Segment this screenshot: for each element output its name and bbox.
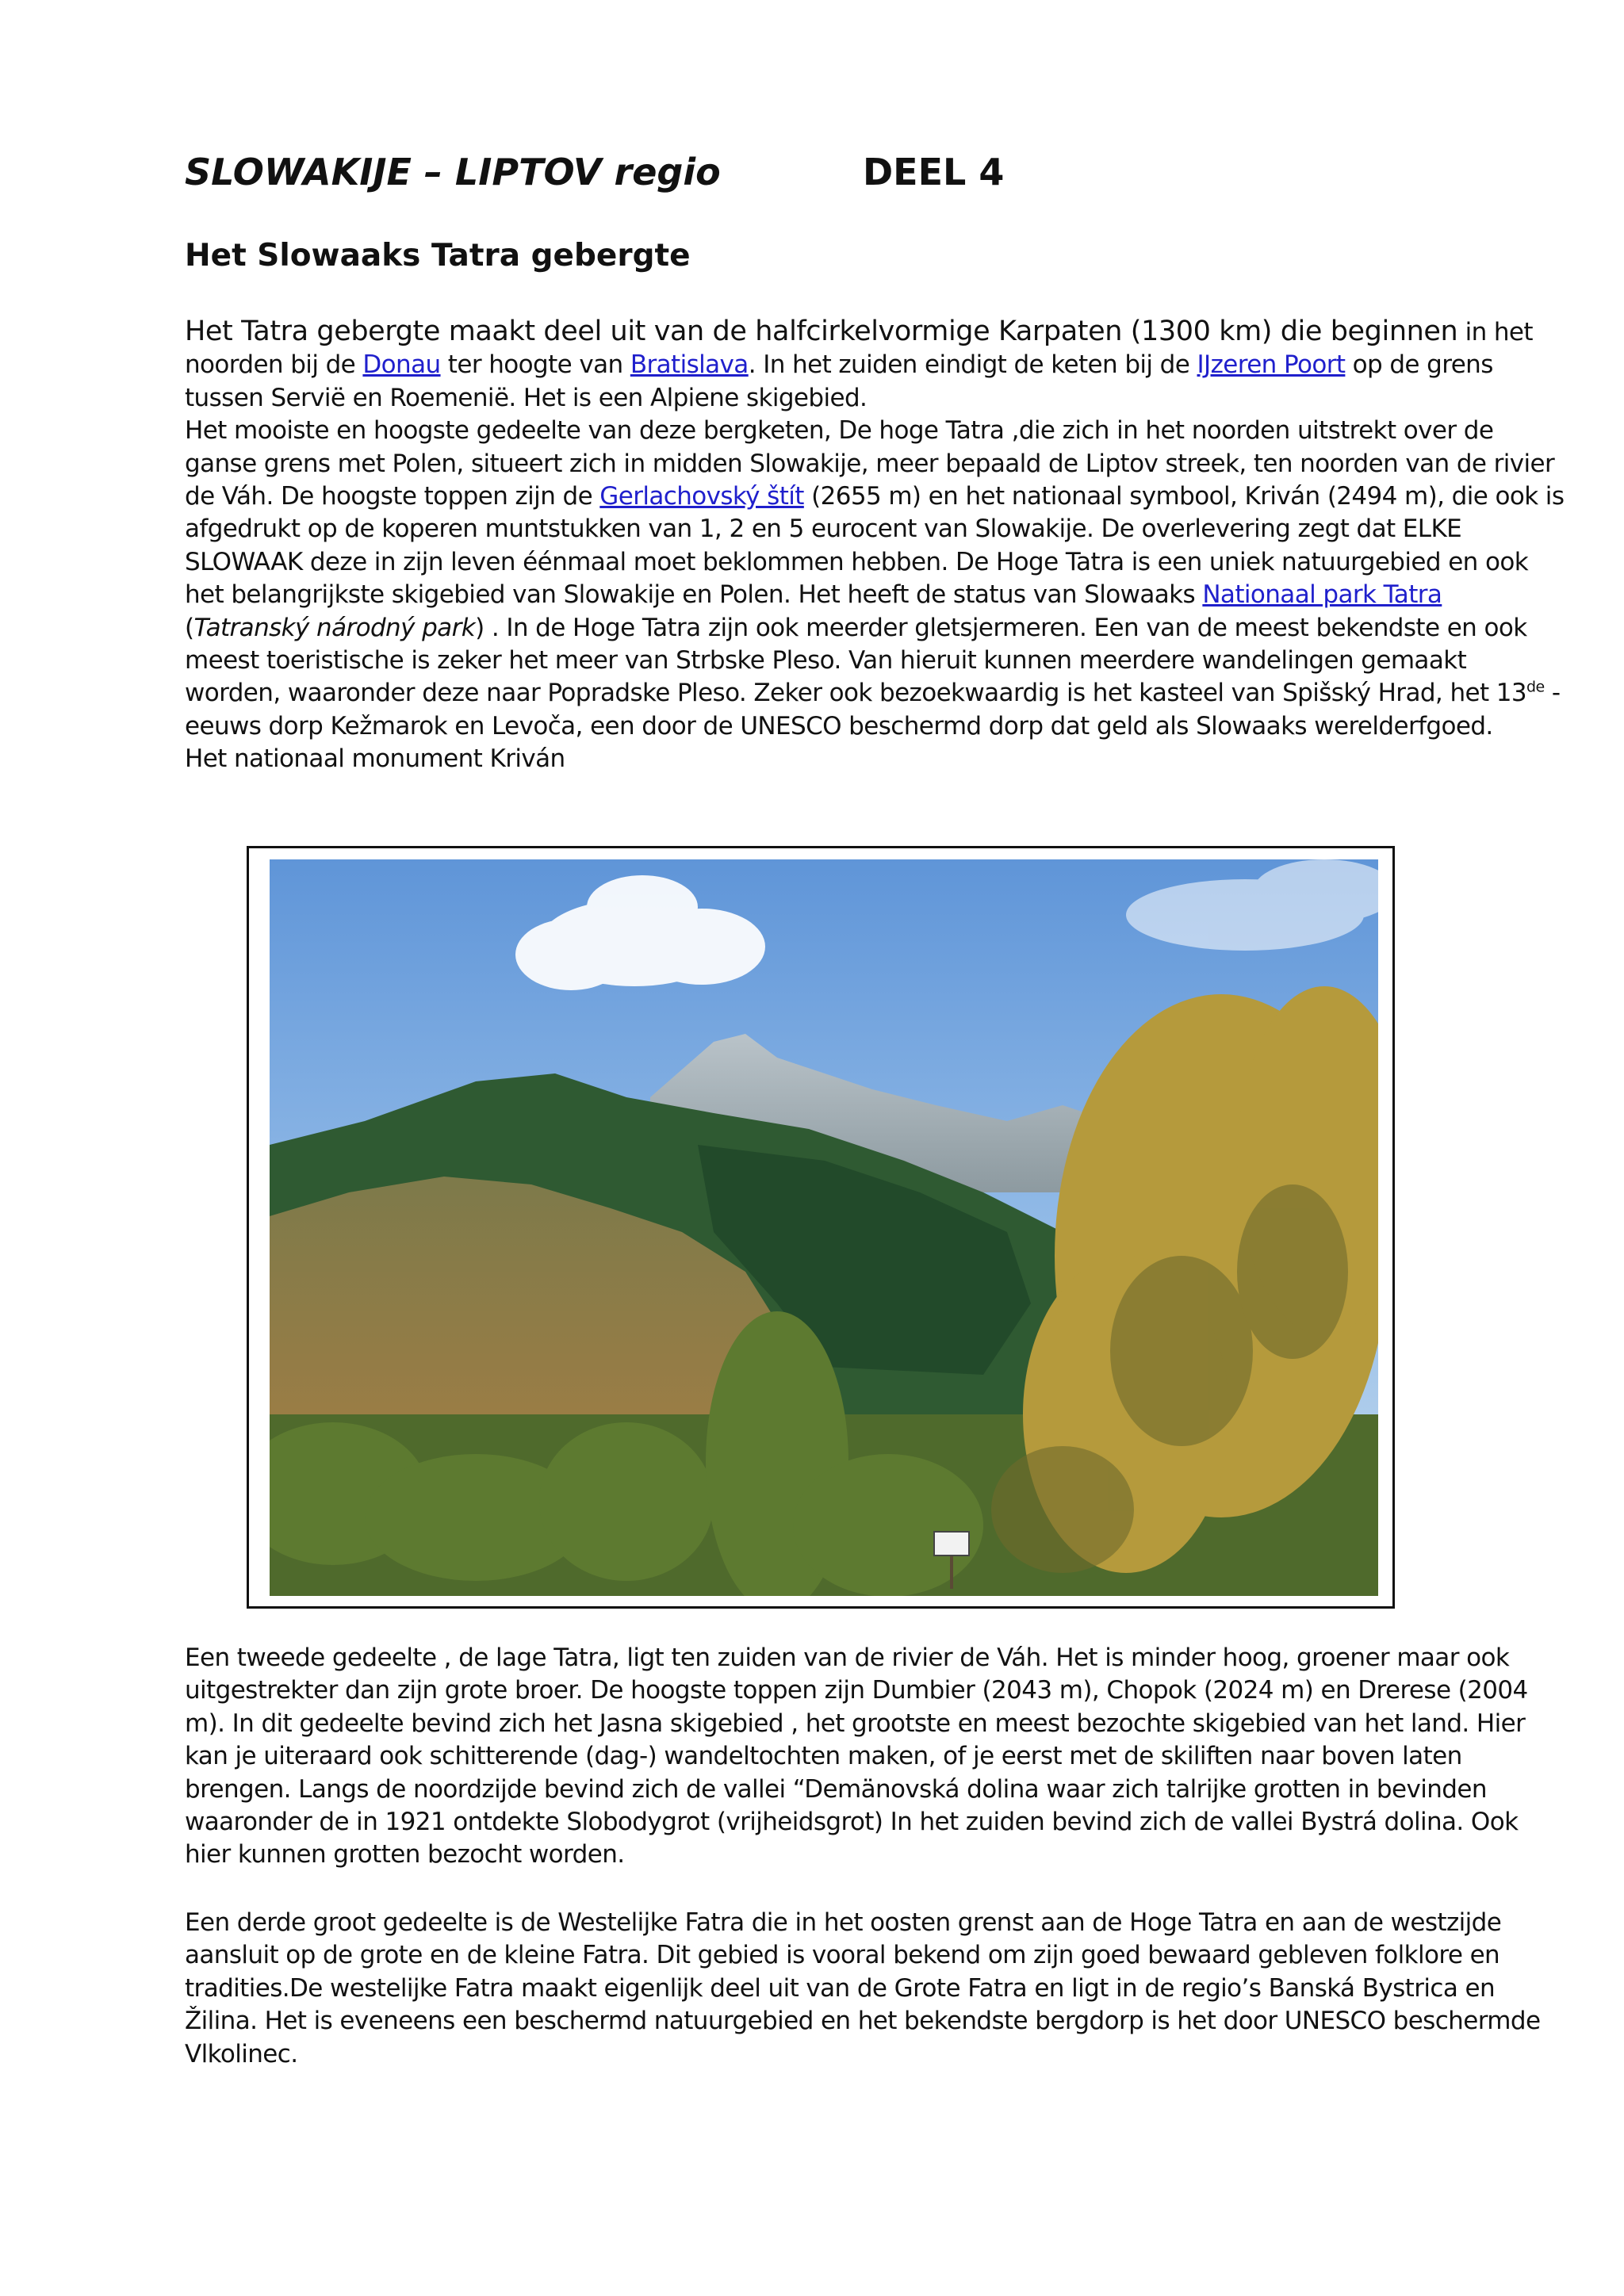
intro-text-3: . In het zuiden eindigt de keten bij de — [748, 350, 1197, 380]
photo-caption: Het nationaal monument Kriván — [185, 744, 565, 774]
ordinal-superscript: de — [1526, 679, 1545, 697]
document-title: SLOWAKIJE – LIPTOV regio — [185, 151, 721, 193]
intro-text-8: ) . In de Hoge Tatra zijn ook meerder gletsjermeren. Een van de meest bekendste en ook meest toeristische is zeker het meer van Strbske Pleso. Van hieruit kunnen meerdere wandelingen gemaakt worden, waaronder deze naar Popradske Pleso. Zeker ook bezoekwaardig is het kasteel van Spišský Hrad, het 13 — [185, 613, 1527, 708]
intro-text-6: (2655 m) en het nationaal symbool, Kriván (2494 m), die ook is afgedrukt op de koperen muntstukken van 1, 2 en 5 eurocent van Slowakije. De overlevering zegt dat ELKE SLOWAAK deze in zijn leven éénmaal moet beklommen hebben. De Hoge Tatra is een uniek natuurgebied en ook het belangrijkste skigebied van Slowakije en Polen. Het heeft de status van Slowaaks — [185, 482, 1565, 610]
park-name-slovak: Tatranský národný park — [193, 613, 476, 642]
link-nationaal-park-tatra[interactable]: Nationaal park Tatra — [1202, 580, 1442, 610]
intro-text-2: ter hoogte van — [440, 350, 630, 380]
intro-paragraph — [185, 316, 1565, 776]
intro-text-7: ( — [185, 613, 194, 642]
part-label: DEEL 4 — [863, 151, 1005, 193]
link-donau[interactable]: Donau — [362, 350, 441, 380]
page-title — [185, 151, 1005, 193]
landscape-photo-krivan — [270, 859, 1378, 1596]
intro-text-5: Het mooiste en hoogste gedeelte van deze bergketen, De hoge Tatra ,die zich in het noorden uitstrekt over de ganse grens met Polen, situeert zich in midden Slowakije, meer bepaald de Liptov streek, ten noorden van de rivier de Váh. De hoogste toppen zijn de — [185, 416, 1555, 511]
intro-text-9: -eeuws dorp Kežmarok en Levoča, een door de UNESCO beschermd dorp dat geld als Slowaaks werelderfgoed. — [185, 679, 1561, 740]
link-gerlachovsky-stit[interactable]: Gerlachovský štít — [599, 482, 804, 511]
intro-text-4: op de grens tussen Servië en Roemenië. Het is een Alpiene skigebied. — [185, 350, 1493, 412]
link-bratislava[interactable]: Bratislava — [630, 350, 749, 380]
paragraph-lage-tatra: Een tweede gedeelte , de lage Tatra, ligt ten zuiden van de rivier de Váh. Het is minder hoog, groener maar ook uitgestrekter dan zijn grote broer. De hoogste toppen zijn Dumbier (2043 m), Chopok (2024 m) en Drerese (2004 m). In dit gedeelte bevind zich het Jasna skigebied , het grootste en meest bezochte skigebied van het land. Hier kan je uiteraard ook schitterende (dag-) wandeltochten maken, of je eerst met de skiliften naar boven laten brengen. Langs de noordzijde bevind zich de vallei “Demänovská dolina waar zich talrijke grotten in bevinden waaronder de in 1921 ontdekte Slobodygrot (vrijheidsgrot) In het zuiden bevind zich de vallei Bystrá dolina. Ook hier kunnen grotten bezocht worden. — [185, 1644, 1528, 1869]
intro-text-1: in het noorden bij de — [185, 318, 1533, 380]
paragraph-westelijke-fatra: Een derde groot gedeelte is de Westelijke Fatra die in het oosten grenst aan de Hoge Tatra en aan de westzijde aansluit op de grote en de kleine Fatra. Dit gebied is vooral bekend om zijn goed bewaard gebleven folklore en tradities.De westelijke Fatra maakt eigenlijk deel uit van de Grote Fatra en ligt in de regio’s Banská Bystrica en Žilina. Het is eveneens een beschermd natuurgebied en het bekendste bergdorp is het door UNESCO beschermde Vlkolinec. — [185, 1908, 1541, 2068]
photo-frame — [247, 846, 1395, 1609]
link-ijzeren-poort[interactable]: IJzeren Poort — [1197, 350, 1346, 380]
intro-lead-text: Het Tatra gebergte maakt deel uit van de halfcirkelvormige Karpaten (1300 km) die beginnen — [185, 316, 1458, 347]
section-heading: Het Slowaaks Tatra gebergte — [185, 238, 691, 274]
